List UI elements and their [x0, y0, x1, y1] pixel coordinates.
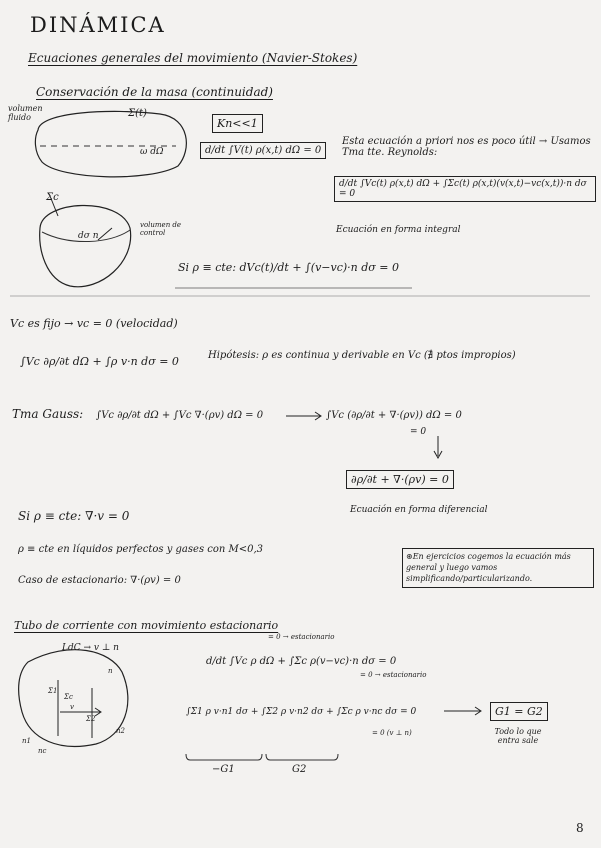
note-stationary-1: = 0 → estacionario: [268, 633, 335, 641]
diagram-label-nc: nc: [38, 747, 47, 755]
equation-incompressible: Si ρ ≡ cte: ∇·v = 0: [18, 509, 130, 523]
diagram-label-sigma2: Σ2: [86, 715, 96, 723]
label-sigma-c: Σc: [46, 192, 59, 203]
note-stationary-2: = 0 → estacionario: [360, 671, 427, 679]
label-d-omega: ω dΩ: [140, 147, 164, 157]
equation-combined: ∫Vc (∂ρ/∂t + ∇·(ρv)) dΩ = 0: [326, 410, 462, 421]
diagram-label-sigma1: Σ1: [48, 687, 58, 695]
label-volumen-fluido: volumen fluido: [8, 104, 43, 122]
streamline-condition: LdC → v ⊥ n: [62, 643, 119, 653]
label-volumen-control: volumen de control: [140, 221, 182, 237]
result-mass-flow: G1 = G2: [490, 702, 548, 721]
combined-equals-zero: = 0: [410, 427, 427, 437]
page-title: DINÁMICA: [30, 13, 166, 37]
label-sigma-t: Σ(t): [128, 108, 147, 119]
stream-tube-sketch: [19, 650, 128, 747]
knudsen-condition: Kn<<1: [212, 114, 263, 133]
diagram-label-sigmac: Σc: [64, 693, 73, 701]
label-d-sigma-n: dσ n: [78, 231, 99, 241]
control-volume-sketch: [40, 205, 131, 286]
constant-density-note: ρ ≡ cte en líquidos perfectos y gases con M<0,3: [18, 544, 264, 555]
equation-mass-conservation: d/dt ∫V(t) ρ(x,t) dΩ = 0: [200, 142, 326, 159]
caption-differential-form: Ecuación en forma diferencial: [350, 505, 488, 515]
diagram-label-n1: n1: [22, 737, 31, 745]
note-orthogonal: = 0 (v ⊥ n): [372, 729, 412, 737]
diagram-label-n: n: [108, 667, 113, 675]
equation-gauss: ∫Vc ∂ρ/∂t dΩ + ∫Vc ∇·(ρv) dΩ = 0: [96, 410, 264, 421]
equation-constant-density: Si ρ ≡ cte: dVc(t)/dt + ∫(v−vc)·n dσ = 0: [178, 261, 400, 274]
label-minus-g1: −G1: [212, 764, 235, 775]
section-continuity-title: Conservación de la masa (continuidad): [36, 85, 273, 99]
section-stream-tube-title: Tubo de corriente con movimiento estacionario: [14, 619, 279, 632]
main-heading: Ecuaciones generales del movimiento (Navier-Stokes): [28, 51, 358, 65]
equation-flux-split: ∫Σ1 ρ v·n1 dσ + ∫Σ2 ρ v·n2 dσ + ∫Σc ρ v·nc dσ = 0: [186, 707, 417, 717]
equation-fixed-volume: ∫Vc ∂ρ/∂t dΩ + ∫ρ v·n dσ = 0: [20, 355, 179, 368]
gauss-label: Tma Gauss:: [12, 407, 84, 421]
label-g2: G2: [292, 764, 307, 775]
stationary-case: Caso de estacionario: ∇·(ρv) = 0: [18, 575, 181, 586]
result-note: Todo lo que entra sale: [494, 727, 542, 745]
fixed-volume-statement: Vc es fijo → vc = 0 (velocidad): [10, 317, 178, 330]
diagram-label-n2: n2: [116, 727, 125, 735]
equation-integral-form: d/dt ∫Vc(t) ρ(x,t) dΩ + ∫Σc(t) ρ(x,t)(v(x,t)−vc(x,t))·n dσ = 0: [334, 176, 596, 202]
caption-integral-form: Ecuación en forma integral: [336, 225, 461, 235]
hypothesis-statement: Hipótesis: ρ es continua y derivable en Vc (∄ ptos impropios): [208, 350, 516, 361]
diagram-label-v: v: [70, 703, 74, 711]
fluid-volume-sketch: [35, 111, 186, 176]
exercise-note-box: ⊛En ejercicios cogemos la ecuación más general y luego vamos simplificando/particularizando.: [402, 548, 594, 588]
equation-differential-form: ∂ρ/∂t + ∇·(ρv) = 0: [346, 470, 454, 489]
reynolds-note: Esta ecuación a priori nos es poco útil → Usamos Tma tte. Reynolds:: [342, 136, 591, 158]
equation-stream-tube: d/dt ∫Vc ρ dΩ + ∫Σc ρ(v−vc)·n dσ = 0: [206, 656, 397, 667]
page-number: 8: [576, 821, 584, 835]
